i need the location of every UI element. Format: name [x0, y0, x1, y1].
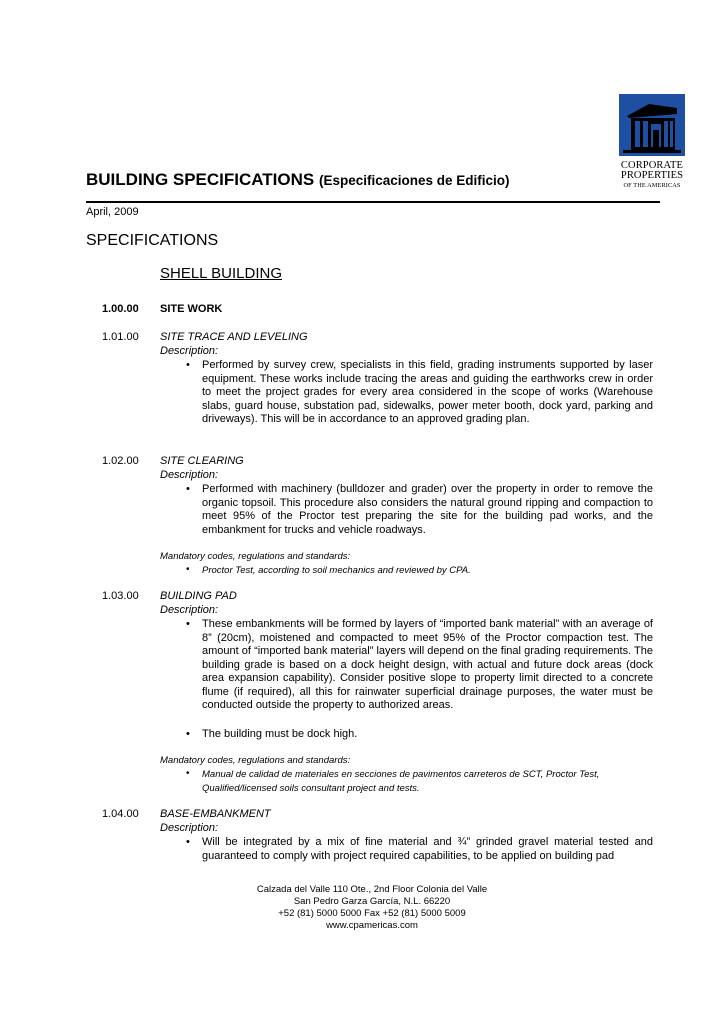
bullet-icon: •: [186, 728, 190, 740]
section-number: 1.01.00: [102, 331, 139, 343]
bullet-text: The building must be dock high.: [202, 728, 358, 740]
mandatory-text: Manual de calidad de materiales en secciones de pavimentos carreteros de SCT, Proctor Test, Qualified/licensed soils consultant project and tests.: [202, 769, 600, 794]
document-title: [86, 170, 510, 190]
bullet-text: Will be integrated by a mix of fine material and ¾” grinded gravel material tested and guaranteed to comply with project required capabilities, to be applied on building pad: [202, 836, 653, 862]
logo-line-2: PROPERTIES: [620, 170, 684, 181]
bullet-text: Performed with machinery (bulldozer and grader) over the property in order to remove the organic topsoil. This procedure also considers the natural ground ripping and compaction to meet 95% of the Proctor test preparing the site for the building pad works, and the embankment for trucks and vehicle roadways.: [202, 483, 653, 536]
bullet-icon: •: [186, 836, 190, 848]
section-title: SITE WORK: [160, 303, 223, 315]
section-title: BASE-EMBANKMENT: [160, 808, 271, 820]
document-date: April, 2009: [86, 206, 139, 218]
section-title: SITE TRACE AND LEVELING: [160, 331, 308, 343]
specifications-heading: SPECIFICATIONS: [86, 232, 219, 249]
section-number: 1.03.00: [102, 590, 139, 602]
mandatory-label: Mandatory codes, regulations and standards:: [160, 755, 351, 766]
section-number: 1.00.00: [102, 303, 139, 315]
bullet-icon: •: [186, 359, 190, 371]
mandatory-label: Mandatory codes, regulations and standards:: [160, 551, 351, 562]
logo-building-emblem: [619, 94, 685, 156]
description-label: Description:: [160, 345, 219, 357]
section-title: BUILDING PAD: [160, 590, 237, 602]
description-label: Description:: [160, 469, 219, 481]
bullet-icon: •: [186, 618, 190, 630]
bullet-text: Performed by survey crew, specialists in this field, grading instruments supported by laser equipment. These works include tracing the areas and guiding the earthworks crew in order to meet the project grades for every area considered in the scope of works (Warehouse slabs, guard house, substation pad, sidewalks, power meter booth, dock yard, parking and driveways). This will be in accordance to an approved grading plan.: [202, 359, 653, 425]
logo-line-3: OF THE AMERICAS: [623, 182, 681, 189]
bullet-icon: •: [186, 564, 190, 575]
footer-city-line: San Pedro Garza García, N.L. 66220: [293, 896, 451, 907]
bullet-icon: •: [186, 768, 190, 779]
section-title: SITE CLEARING: [160, 455, 244, 467]
section-number: 1.04.00: [102, 808, 139, 820]
footer-website-link[interactable]: www.cpamericas.com: [326, 920, 418, 931]
footer-address-line: Calzada del Valle 110 Ote., 2nd Floor Colonia del Valle: [256, 884, 488, 895]
title-main: BUILDING SPECIFICATIONS: [86, 170, 315, 189]
section-number: 1.02.00: [102, 455, 139, 467]
bullet-icon: •: [186, 483, 190, 495]
page-footer: [172, 884, 572, 932]
footer-phone-line: +52 (81) 5000 5000 Fax +52 (81) 5000 5009: [278, 908, 466, 919]
header-divider: [86, 201, 660, 203]
title-subtitle: (Especificaciones de Edificio): [318, 173, 510, 188]
shell-building-heading: SHELL BUILDING: [160, 265, 282, 282]
logo-line-1: CORPORATE: [620, 160, 684, 171]
mandatory-text: Proctor Test, according to soil mechanics and reviewed by CPA.: [202, 565, 471, 576]
description-label: Description:: [160, 822, 219, 834]
description-label: Description:: [160, 604, 219, 616]
bullet-text: These embankments will be formed by layers of “imported bank material” with an average of 8” (20cm), moistened and compacted to meet 95% of the Proctor compaction test. The amount of “imported bank material” layers will depend on the final grading requirements. The building grade is based on a dock height design, with actual and future dock areas (dock area expansion capability). Consider positive slope to property limit directed to a concrete flume (if required), all this for rainwater superficial drainage purposes, the water must be conducted outside the property to authorized areas.: [202, 618, 653, 711]
company-logo: [619, 94, 685, 191]
